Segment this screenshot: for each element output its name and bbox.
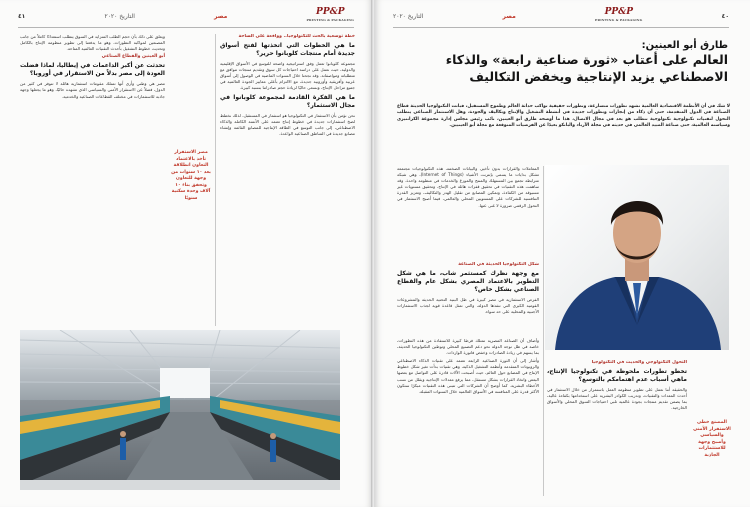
sub-section-1 (397, 262, 539, 337)
right-page-section: مصر (502, 12, 516, 20)
portrait-photo (545, 165, 729, 350)
right-column-divider (543, 166, 544, 496)
col-b-headline: تحدثت عن أكبر الداعمات في إيطاليا، لماذا فضلت العودة إلى مصر بدلاً من الاستقرار في أوروبا؟ (20, 62, 165, 78)
col-a-body: مجموعة كلوبانوا تعمل وفق استراتيجية واضحة للتوسع في الأسواق الإقليمية والدولية، حيث نعمل على دراسة احتياجات كل سوق وتقديم منتجات تتوافق مع متطلباته ومواصفاته. وقد نجحنا خلال السنوات الماضية في الوصول إلى أسواق عربية وأفريقية وأوروبية جديدة، مع الالتزام بأعلى معايير الجودة العالمية في جميع مراحل الإنتاج، ونسعى حاليًا لزيادة حجم صادراتنا بنسبة كبيرة. (220, 61, 355, 91)
right-page (375, 0, 750, 507)
left-header-rule (18, 27, 354, 28)
sub1-body: الفرص الاستثمارية في مصر كبيرة في ظل البنية التحتية الحديثة والمشروعات القومية الكبرى التي تنفذها الدولة، والتي تمثل قاعدة قوية لجذب الاستثمارات الأجنبية والمحلية على حد سواء. (397, 297, 539, 315)
col-a-body-2: نحن نؤمن بأن الاستثمار في التكنولوجيا هو استثمار في المستقبل، لذلك نخطط لضخ استثمارات جديدة في خطوط إنتاج تعتمد على الأتمتة الكاملة والذكاء الاصطناعي، إلى جانب التوسع في الطاقة الإنتاجية للمصانع القائمة وإنشاء مصانع جديدة في المناطق الصناعية الواعدة. (220, 112, 355, 136)
right-column-left-top (397, 166, 539, 262)
right-pull-quote: المصنع خطى الاستقرار الأمني والسياسي وأصبح وجهة للاستثمارات الجاذبة (693, 420, 731, 458)
sub1-headline: مع وجهة نظرك كمستثمر شاب، ما هي شكل التطوير بالاعتماد المصري بشكل عام والقطاع الصناعي بشكل خاص؟ (397, 270, 539, 294)
article-title (398, 40, 728, 85)
right-page-header (393, 6, 729, 26)
col1-body: المعاملات والقرارات بدون تأخير، والبيانات الضخمة، هذه التكنولوجيات مجتمعة تشكل بدايات ما يسمى بإنترنت الأشياء (Internet of Things)، وهي شبكة مترابطة تجمع بين المستهلك والمنتج والموزع والخدمات في منظومة واحدة. وقد ساهمت هذه التقنيات في تحقيق قفزات هائلة في الإنتاج، وتحقيق مستويات غير مسبوقة من الكفاءة، وتمكين المصانع من تقليل الهدر والتكاليف، وتعزيز القدرة التنافسية للشركات على المستويين المحلي والعالمي، فيما أصبح الاستثمار في التحول الرقمي ضرورة لا غنى عنها. (397, 166, 539, 208)
title-line-3: الاصطناعي يزيد الإنتاجية ويخفض التكاليف (469, 69, 728, 84)
factory-illustration (20, 330, 340, 490)
sub2-headline: تخطو تطورات ملحوظة في تكنولوجيا الإنتاج، ماهي أسباب عدم اهتمامكم بالتوسع؟ (547, 368, 687, 384)
col-a-headline: ما هي الخطوات التي اتخذتها لفتح أسواق جديدة أمام منتجات كلوبانوا حرير؟ (220, 42, 355, 58)
right-column-left-bottom (397, 338, 539, 498)
column-divider (215, 34, 216, 326)
left-page (0, 0, 372, 507)
col1-body-2: وأضاف أن الصناعة المصرية تمتلك فرصًا كبيرة للاستفادة من هذه التطورات، خاصة في ظل توجه الدولة نحو دعم التصنيع المحلي وتوطين التكنولوجيا الحديثة، بما يسهم في زيادة الصادرات وخفض فاتورة الواردات. (397, 338, 539, 356)
col-b-kicker: أبو العينين والقطاع الصناعي (101, 54, 165, 60)
left-pull-quote: مصر الاستقرار تأخذ بالاعتماد التعاون انطلاقة بعد ١٠ سنوات من وجهة للتعاون وتحقق بناء ١٠ آلاف وحدة سكنية سنويًا (171, 150, 211, 201)
left-page-section: مصر (214, 12, 228, 20)
right-page-number: ٤٠ (721, 12, 729, 20)
sub2-body: والحقيقة أننا نعمل على تطوير منظومة العمل باستمرار من خلال الاستثمار في أحدث المعدات والتقنيات، وتدريب الكوادر البشرية على استخدامها بكفاءة عالية، بما يضمن تقديم منتجات بجودة عالمية تلبي احتياجات السوق المحلي والأسواق الخارجية. (547, 387, 687, 411)
sub1-kicker: شكل التكنولوجيا الحديثة في الصناعة (458, 262, 539, 267)
col-b-body: ويعلق على ذلك بأن حجم الطلب المتزايد في السوق يتطلب استعدادًا كاملاً من جانب المصنعين لمواكبة التطورات، وهو ما يدفعنا إلى تطوير منظومة الإنتاج بالكامل وتحديث خطوط التشغيل بأحدث التقنيات العالمية المتاحة. (20, 34, 165, 52)
article-intro: لا شك في أن الأنظمة الاقتصادية العالمية تشهد تطورات متسارعة، وتطورات حقيقية تواكب حداثة العالم وطموح المستقبل، فباتت التكنولوجيا الحديثة قطاع الصناعة في الدول المتقدمة، حتى أن ذكاء من إنجازات وتطورات جديدة في أنشطة التشغيل والإنتاج وتكاليف والجودة، وهل الاستثمار الصناعي يتطلب التحول لتقنيات تكنولوجية تكنولوجية تتطلب هو بعد في مجال الاتصال، هذا ما أوضحه طارق أبو العينين، نائب رئيس مجلس إدارة مجموعة الكرانتيرى وسياسته العالمية، حتى صناعة المبيد العالمي في حديثه في مجلة الآرباد والبانكو بعيدًا عن الفرضيات المتوقعة مع مجلة أبو العينيين. (397, 104, 730, 129)
right-brand-logo: PP&P PRINTING & PACKAGING (595, 7, 643, 22)
title-name: طارق أبو العينين: (641, 40, 728, 51)
left-page-header (18, 6, 354, 26)
left-page-date: التاريخ ٢٠٢٠ (104, 12, 135, 20)
factory-photo (20, 330, 340, 490)
left-column-b (20, 34, 165, 326)
left-page-number: ٤١ (18, 12, 26, 20)
portrait-illustration (545, 165, 729, 350)
col-a-headline-2: ما هي الفكرة القادمة لمجموعة كلوبانوا في مجال الاستثمار؟ (220, 93, 355, 109)
sub-section-2 (547, 360, 687, 500)
left-brand-logo: PP&P PRINTING & PACKAGING (306, 7, 354, 22)
col-a-kicker: خطة توسعية بالحث للتكنولوجيا.. وواقعة على الساحة (238, 34, 355, 39)
col-b-body-2: مصر هي وطني وأرى أنها تمتلك مقومات استثمارية هائلة لا تتوفر في كثير من الدول، فضلاً عن الاستقرار الأمني والسياسي الذي تشهده حاليًا، وهو ما يجعلها وجهة جاذبة للاستثمارات في مختلف القطاعات الصناعية والخدمية. (20, 81, 165, 99)
left-column-a (220, 34, 355, 326)
col2-body: وأشار إلى أن الثورة الصناعية الرابعة تعتمد على تقنيات الذكاء الاصطناعي والروبوتات المتقدمة وأنظمة التشغيل الذكية، وهي تقنيات بدأت تغير شكل خطوط الإنتاج في المصانع حول العالم، حيث أصبحت الآلات قادرة على التواصل مع بعضها البعض واتخاذ القرارات بشكل مستقل، مما يرفع معدلات الإنتاجية ويقلل من نسب الأخطاء البشرية. كما أوضح أن الشركات التي تتبنى هذه التقنيات مبكرًا ستكون الأكثر قدرة على المنافسة في الأسواق العالمية خلال السنوات المقبلة. (397, 358, 539, 394)
sub2-kicker: التحول التكنولوجي والحديث في التكنولوجيا (591, 360, 687, 365)
right-header-rule (393, 27, 729, 28)
title-line-2: العالم على أعتاب «ثورة صناعية رابعة» والذكاء (445, 52, 728, 67)
right-page-date: التاريخ ٢٠٢٠ (393, 12, 424, 20)
